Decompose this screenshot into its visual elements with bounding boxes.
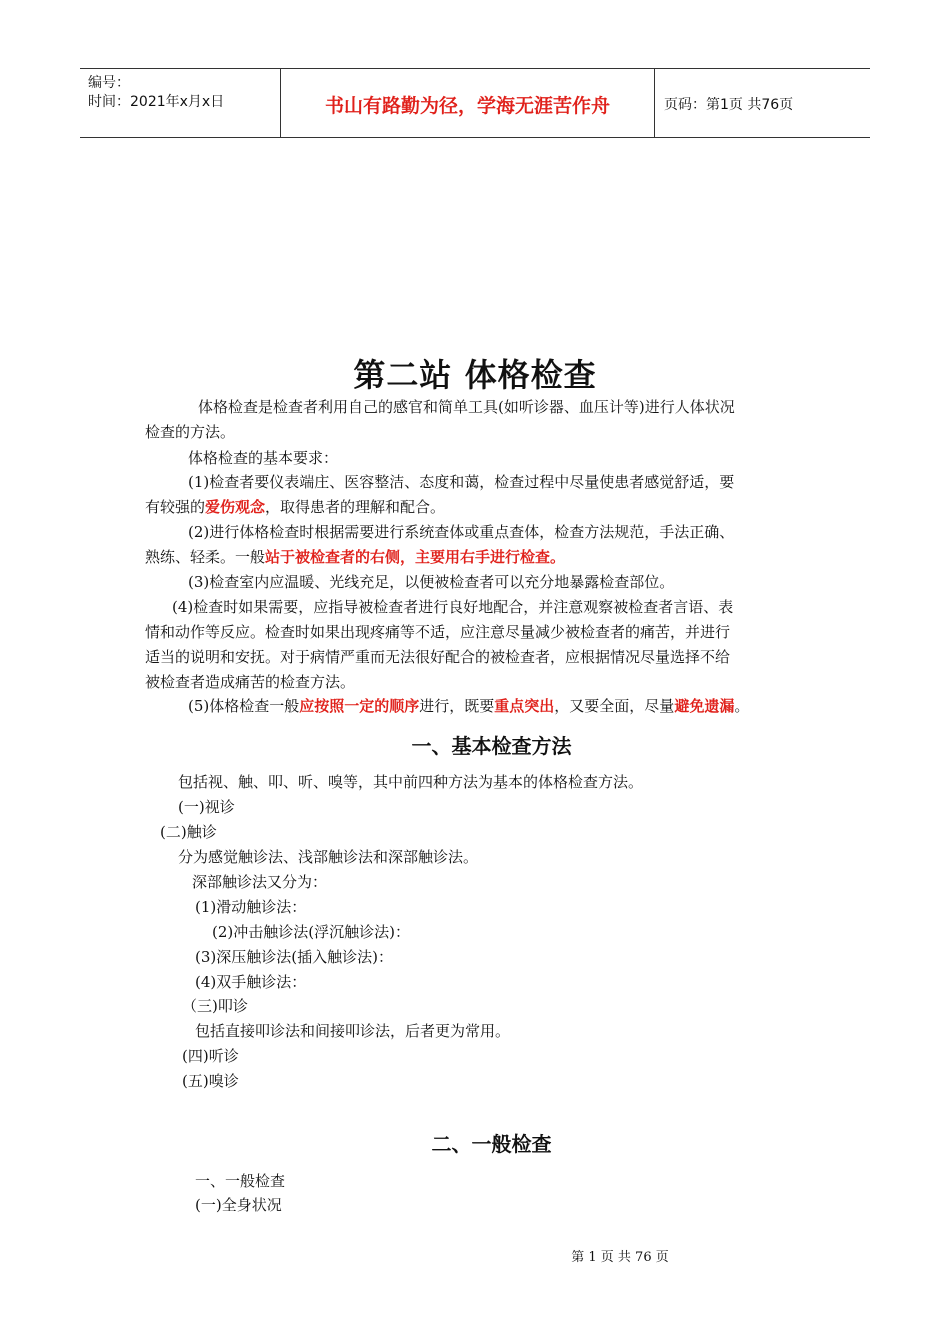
list-item: (五)嗅诊 xyxy=(182,1072,239,1090)
req1-highlight: 爱伤观念 xyxy=(205,498,266,516)
req5-text-2: 进行，既要 xyxy=(419,697,495,715)
requirements-heading: 体格检查的基本要求： xyxy=(188,449,339,467)
page-footer: 第 1 页 共 76 页 xyxy=(571,1250,669,1265)
req1-line-1: (1)检查者要仪表端庄、医容整洁、态度和蔼，检查过程中尽量使患者感觉舒适，要 xyxy=(188,473,735,491)
header-motto-cell xyxy=(280,69,655,137)
list-item: (1)滑动触诊法： xyxy=(195,898,307,916)
header-meta-cell xyxy=(80,69,280,137)
req2-text: 熟练、轻柔。一般 xyxy=(145,548,266,566)
req5-text: (5)体格检查一般 xyxy=(188,697,300,715)
list-item: (四)听诊 xyxy=(182,1047,239,1065)
intro-line-1: 体格检查是检查者利用自己的感官和简单工具(如听诊器、血压计等)进行人体状况 xyxy=(198,398,735,416)
req5-highlight-order: 应按照一定的顺序 xyxy=(299,697,420,715)
req1-line-2 xyxy=(145,495,445,519)
motto: 书山有路勤为径，学海无涯苦作舟 xyxy=(324,95,610,117)
list-item: (3)深压触诊法(插入触诊法)： xyxy=(195,948,393,966)
req4-line-3: 适当的说明和安抚。对于病情严重而无法很好配合的被检查者，应根据情况尽量选择不给 xyxy=(145,648,731,666)
req5-text-3: ，又要全面，尽量 xyxy=(554,697,675,715)
section1-intro: 包括视、触、叩、听、嗅等，其中前四种方法为基本的体格检查方法。 xyxy=(178,773,644,791)
intro-line-2: 检查的方法。 xyxy=(145,423,236,441)
req5-text-end: 。 xyxy=(734,697,750,715)
document-header xyxy=(80,68,870,138)
req2-line-1: (2)进行体格检查时根据需要进行系统查体或重点查体，检查方法规范，手法正确、 xyxy=(188,523,735,541)
list-item: (一)全身状况 xyxy=(195,1196,282,1214)
req2-highlight: 站于被检查者的右侧，主要用右手进行检查。 xyxy=(265,548,566,566)
req1-text-end: ，取得患者的理解和配合。 xyxy=(265,498,446,516)
page-info: 页码：第1页 共76页 xyxy=(664,97,794,113)
req3-line: (3)检查室内应温暖、光线充足，以便被检查者可以充分地暴露检查部位。 xyxy=(188,573,675,591)
date-label: 时间：2021年x月x日 xyxy=(88,94,225,110)
page-title: 第二站 体格检查 xyxy=(353,356,597,394)
req5-highlight-avoid: 避免遗漏 xyxy=(674,697,735,715)
list-item: 分为感觉触诊法、浅部触诊法和深部触诊法。 xyxy=(178,848,479,866)
req5-highlight-focus: 重点突出 xyxy=(494,697,555,715)
list-item: 包括直接叩诊法和间接叩诊法，后者更为常用。 xyxy=(195,1022,511,1040)
list-item: (二)触诊 xyxy=(160,823,217,841)
req5-line xyxy=(188,694,749,718)
header-page-cell xyxy=(654,69,870,137)
list-item: （三)叩诊 xyxy=(182,997,248,1015)
list-item: (4)双手触诊法： xyxy=(195,973,307,991)
list-item: (2)冲击触诊法(浮沉触诊法)： xyxy=(212,923,410,941)
req4-line-2: 情和动作等反应。检查时如果出现疼痛等不适，应注意尽量减少被检查者的痛苦，并进行 xyxy=(145,623,731,641)
section-heading-basic-methods: 一、基本检查方法 xyxy=(411,734,572,758)
req2-line-2 xyxy=(145,545,565,569)
list-item: (一)视诊 xyxy=(178,798,235,816)
list-item: 一、一般检查 xyxy=(195,1172,286,1190)
req4-line-4: 被检查者造成痛苦的检查方法。 xyxy=(145,673,356,691)
section-heading-general-exam: 二、一般检查 xyxy=(431,1132,552,1156)
list-item: 深部触诊法又分为： xyxy=(192,873,328,891)
req4-line-1: (4)检查时如果需要，应指导被检查者进行良好地配合，并注意观察被检查者言语、表 xyxy=(172,598,734,616)
number-label: 编号： xyxy=(88,75,130,91)
req1-text: 有较强的 xyxy=(145,498,206,516)
